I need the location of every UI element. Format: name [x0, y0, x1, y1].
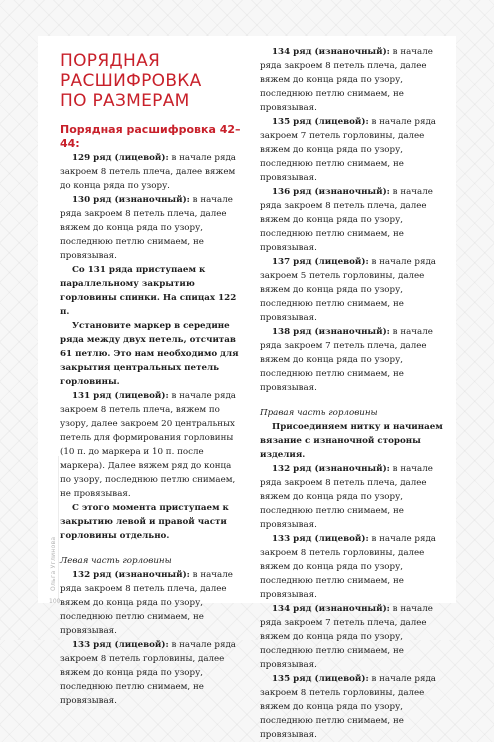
note-text: Установите маркер в середине ряда между двух петель, отсчитав 61 петлю. Это нам необходимо для закрытия центральных петель горловины. [60, 321, 239, 387]
bold-note [260, 420, 446, 462]
row-instruction [260, 185, 446, 255]
row-text: в начале ряда закроем 8 петель плеча, далее вяжем до конца ряда по узору, последнюю петлю снимаем, не провязывая. [60, 195, 233, 261]
row-instruction [60, 193, 243, 263]
row-instruction [260, 115, 446, 185]
bold-note [60, 263, 243, 319]
row-text: в начале ряда закроем 8 петель горловины, далее вяжем до конца ряда по узору, последнюю петлю снимаем, не провязывая. [260, 674, 436, 740]
row-label: 137 ряд (лицевой): [272, 257, 369, 267]
row-label: 133 ряд (лицевой): [72, 640, 169, 650]
left-column [60, 36, 243, 708]
row-text: в начале ряда закроем 8 петель плеча, далее вяжем до конца ряда по узору, последнюю петлю снимаем, не провязывая. [260, 187, 433, 253]
row-label: 129 ряд (лицевой): [72, 153, 169, 163]
row-label: 134 ряд (изнаночный): [272, 47, 390, 57]
row-text: в начале ряда закроем 8 петель плеча, далее вяжем до конца ряда по узору, последнюю петлю снимаем, не провязывая. [260, 464, 433, 530]
book-page [38, 36, 456, 740]
row-instruction [60, 638, 243, 708]
row-text: в начале ряда закроем 7 петель горловины, далее вяжем до конца ряда по узору, последнюю петлю снимаем, не провязывая. [260, 117, 436, 183]
side-author-label: Ольга Углинова [50, 536, 57, 591]
row-instruction [60, 151, 243, 193]
note-text: Присоединяем нитку и начинаем вязание с изнаночной стороны изделия. [260, 422, 443, 460]
row-label: 133 ряд (лицевой): [272, 534, 369, 544]
row-label: 136 ряд (изнаночный): [272, 187, 390, 197]
row-label: 132 ряд (изнаночный): [72, 570, 190, 580]
row-instruction [60, 389, 243, 501]
section-label-left-neckline: Левая часть горловины [60, 556, 172, 566]
row-label: 135 ряд (лицевой): [272, 674, 369, 684]
row-text: в начале ряда закроем 8 петель горловины, далее вяжем до конца ряда по узору, последнюю петлю снимаем, не провязывая. [260, 534, 436, 600]
row-instruction [260, 672, 446, 742]
right-column [260, 36, 446, 742]
row-text: в начале ряда закроем 5 петель горловины, далее вяжем до конца ряда по узору, последнюю петлю снимаем, не провязывая. [260, 257, 436, 323]
section-subheading: Порядная расшифровка 42–44: [60, 123, 241, 150]
row-text: в начале ряда закроем 7 петель плеча, далее вяжем до конца ряда по узору, последнюю петлю снимаем, не провязывая. [260, 604, 433, 670]
row-text: в начале ряда закроем 8 петель горловины, далее вяжем до конца ряда по узору, последнюю петлю снимаем, не провязывая. [60, 640, 236, 706]
row-instruction [60, 568, 243, 638]
side-divider [58, 456, 59, 604]
page-number: 100 [49, 598, 61, 605]
row-instruction [260, 462, 446, 532]
row-label: 134 ряд (изнаночный): [272, 604, 390, 614]
row-text: в начале ряда закроем 8 петель плеча, далее вяжем до конца ряда по узору, последнюю петлю снимаем, не провязывая. [260, 47, 433, 113]
row-instruction [260, 255, 446, 325]
row-instruction [260, 532, 446, 602]
row-label: 135 ряд (лицевой): [272, 117, 369, 127]
page-title [60, 51, 243, 111]
section-label-right-neckline: Правая часть горловины [260, 408, 378, 418]
bold-note [60, 319, 243, 389]
row-label: 132 ряд (изнаночный): [272, 464, 390, 474]
row-text: в начале ряда закроем 8 петель плеча, далее вяжем до конца ряда по узору. [60, 153, 236, 191]
row-text: в начале ряда закроем 8 петель плеча, далее вяжем до конца ряда по узору, последнюю петлю снимаем, не провязывая. [60, 570, 233, 636]
row-instruction [260, 45, 446, 115]
row-instruction [260, 602, 446, 672]
note-text: Со 131 ряда приступаем к параллельному закрытию горловины спинки. На спицах 122 п. [60, 265, 237, 317]
row-label: 131 ряд (лицевой): [72, 391, 169, 401]
row-label: 130 ряд (изнаночный): [72, 195, 190, 205]
page-title-line: РАСШИФРОВКА [60, 71, 202, 91]
row-instruction [260, 325, 446, 395]
bold-note [60, 501, 243, 543]
row-text: в начале ряда закроем 8 петель плеча, вяжем по узору, далее закроем 20 центральных петель для формирования горловины (10 п. до маркера и 10 п. после маркера). Далее вяжем ряд до конца по узору, последнюю петлю снимаем, не провязывая. [60, 391, 236, 499]
row-text: в начале ряда закроем 7 петель плеча, далее вяжем до конца ряда по узору, последнюю петлю снимаем, не провязывая. [260, 327, 433, 393]
page-title-line: ПО РАЗМЕРАМ [60, 91, 190, 111]
page-title-line: ПОРЯДНАЯ [60, 51, 161, 71]
row-label: 138 ряд (изнаночный): [272, 327, 390, 337]
note-text: С этого момента приступаем к закрытию левой и правой части горловины отдельно. [60, 503, 229, 541]
